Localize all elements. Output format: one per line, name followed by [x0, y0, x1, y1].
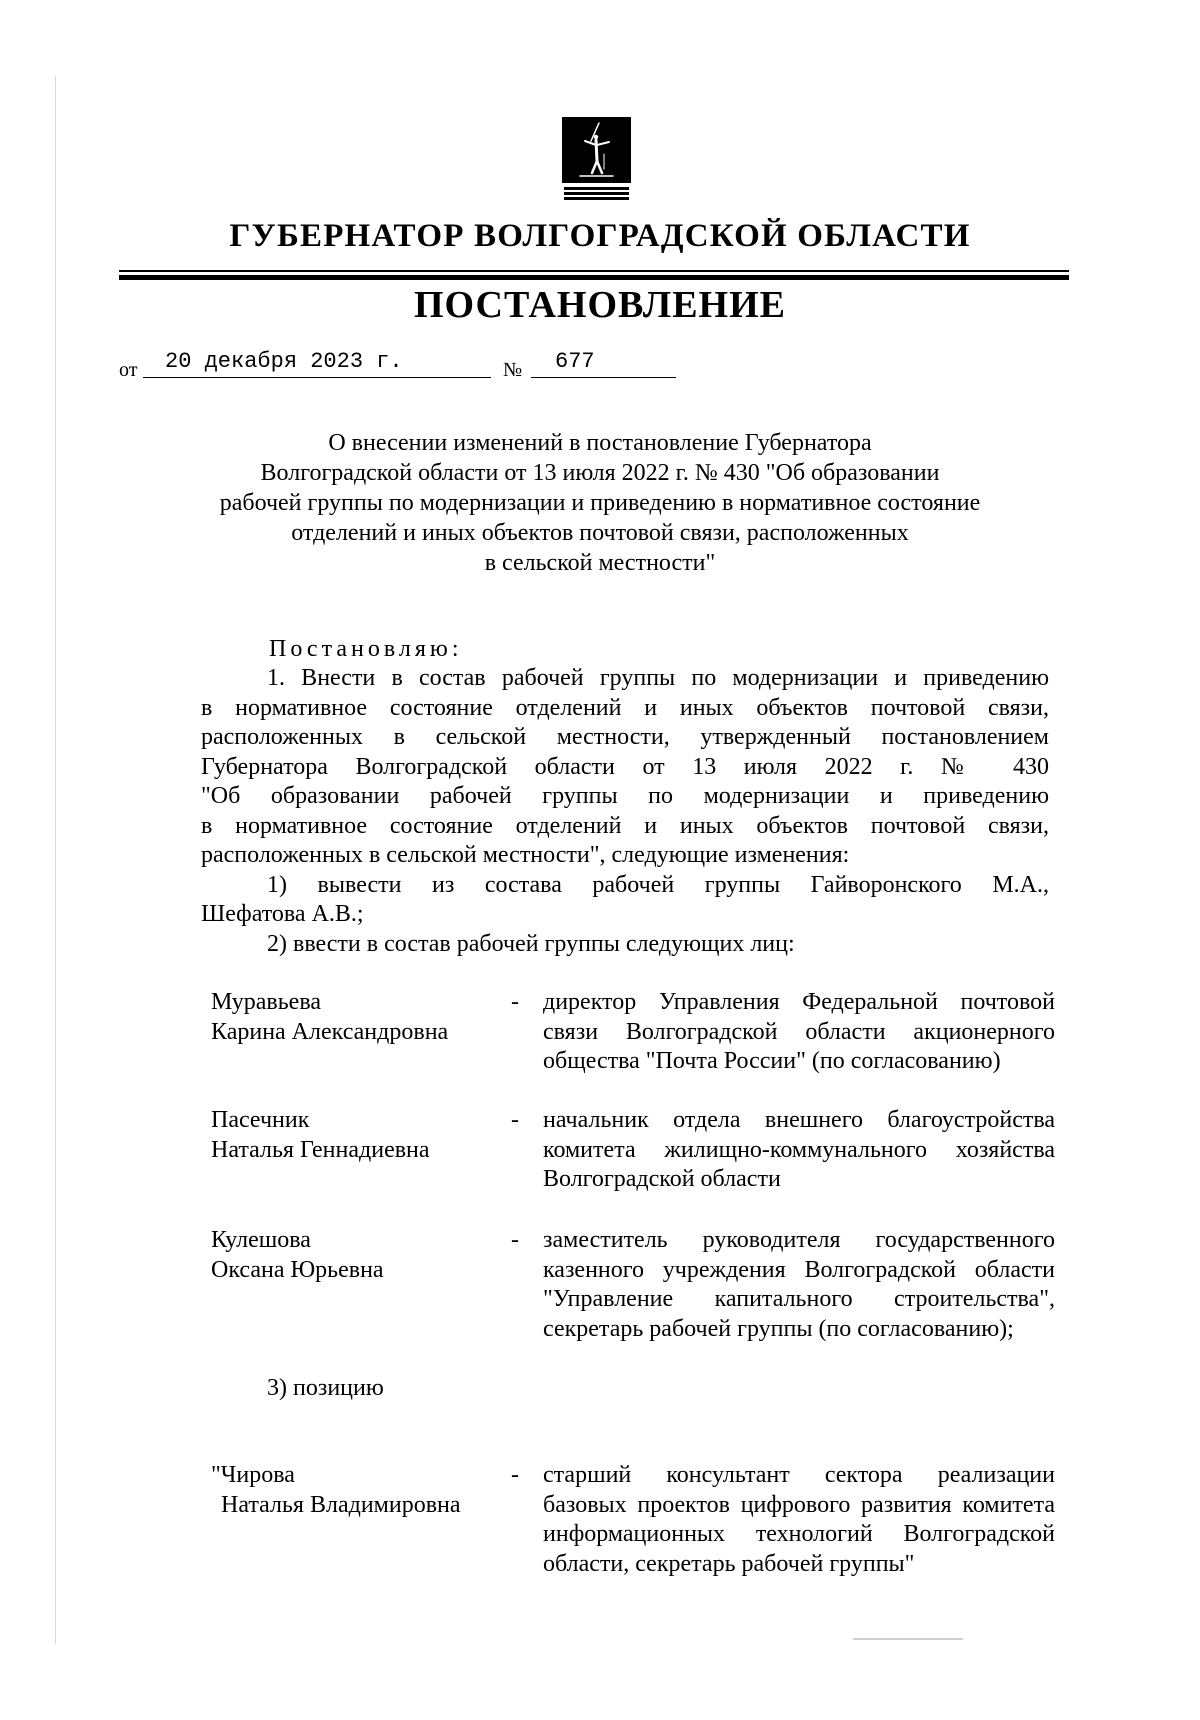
title-line: в сельской местности" [484, 550, 716, 576]
member-name [211, 1226, 384, 1285]
member-dash: - [511, 989, 519, 1015]
paragraph-line: расположенных в сельской местности", следующие изменения: [201, 842, 850, 868]
paragraph-line: "Об образовании рабочей группы по модернизации и приведению [201, 783, 1049, 809]
description-line: области, секретарь рабочей группы" [543, 1550, 915, 1577]
description-line: комитета жилищно-коммунального хозяйства [543, 1136, 1055, 1163]
description-line: информационных технологий Волгоградской [543, 1521, 1055, 1547]
description-line: базовых проектов цифрового развития комитета [543, 1491, 1055, 1518]
member-surname: Муравьева [211, 989, 321, 1015]
member-description [543, 1106, 1055, 1195]
member-given-name: Оксана Юрьевна [211, 1256, 384, 1283]
position-given-name: Наталья Владимировна [221, 1491, 461, 1518]
number-value: 677 [555, 349, 595, 374]
member-surname: Пасечник [211, 1107, 310, 1133]
member-name [211, 988, 448, 1047]
title-line: О внесении изменений в постановление Губернатора [328, 430, 872, 456]
description-line: казенного учреждения Волгоградской области [543, 1256, 1055, 1283]
number-underline [531, 377, 676, 378]
description-line: секретарь рабочей группы (по согласованию); [543, 1315, 1014, 1342]
document-page [53, 76, 1147, 1644]
member-given-name: Наталья Геннадиевна [211, 1136, 430, 1163]
volgograd-coat-of-arms-icon [562, 117, 631, 200]
member-dash: - [511, 1227, 519, 1253]
member-given-name: Карина Александровна [211, 1018, 449, 1045]
header-divider-thin [119, 270, 1069, 272]
description-line: заместитель руководителя государственного [543, 1227, 1055, 1253]
issuing-authority: ГУБЕРНАТОР ВОЛГОГРАДСКОЙ ОБЛАСТИ [229, 218, 971, 254]
resolve-heading: Постановляю: [269, 636, 463, 662]
date-value: 20 декабря 2023 г. [165, 349, 403, 374]
paragraph-line: в нормативное состояние отделений и иных объектов почтовой связи, [201, 812, 1049, 839]
member-name [211, 1106, 430, 1165]
subitem-2-line: 2) ввести в состав рабочей группы следующих лиц: [267, 930, 795, 957]
member-description [543, 988, 1055, 1077]
position-description [543, 1461, 1055, 1579]
description-line: начальник отдела внешнего благоустройства [543, 1107, 1055, 1133]
member-description [543, 1226, 1055, 1344]
item-1-paragraph [201, 664, 1049, 959]
member-surname: Кулешова [211, 1227, 311, 1253]
title-line: рабочей группы по модернизации и приведению в нормативное состояние [219, 490, 981, 516]
description-line: старший консультант сектора реализации [543, 1462, 1055, 1488]
position-surname: "Чирова [211, 1462, 295, 1488]
subitem-3-line: 3) позицию [267, 1375, 384, 1401]
date-prefix: от [119, 359, 138, 381]
paragraph-line: в нормативное состояние отделений и иных объектов почтовой связи, [201, 694, 1049, 721]
description-line: общества "Почта России" (по согласованию) [543, 1048, 1001, 1074]
member-dash: - [511, 1107, 519, 1133]
subitem-1-line: 1) вывести из состава рабочей группы Гайворонского М.А., [267, 871, 1049, 898]
description-line: Волгоградской области [543, 1166, 781, 1192]
number-prefix: № [503, 359, 523, 381]
document-title [173, 428, 1027, 578]
subitem-1-line: Шефатова А.В.; [201, 901, 364, 927]
description-line: "Управление капитального строительства", [543, 1286, 1055, 1312]
scan-artifact [853, 1638, 963, 1640]
date-underline [143, 377, 491, 378]
description-line: связи Волгоградской области акционерного [543, 1018, 1055, 1045]
document-type: ПОСТАНОВЛЕНИЕ [413, 284, 787, 326]
paragraph-line: Губернатора Волгоградской области от 13 июля 2022 г. № 430 [201, 753, 1049, 780]
description-line: директор Управления Федеральной почтовой [543, 989, 1055, 1015]
paragraph-line: расположенных в сельской местности, утвержденный постановлением [201, 724, 1049, 750]
position-dash: - [511, 1462, 519, 1488]
title-line: Волгоградской области от 13 июля 2022 г. № 430 "Об образовании [260, 460, 940, 486]
title-line: отделений и иных объектов почтовой связи, расположенных [291, 520, 909, 546]
paragraph-line: 1. Внести в состав рабочей группы по модернизации и приведению [267, 665, 1049, 691]
